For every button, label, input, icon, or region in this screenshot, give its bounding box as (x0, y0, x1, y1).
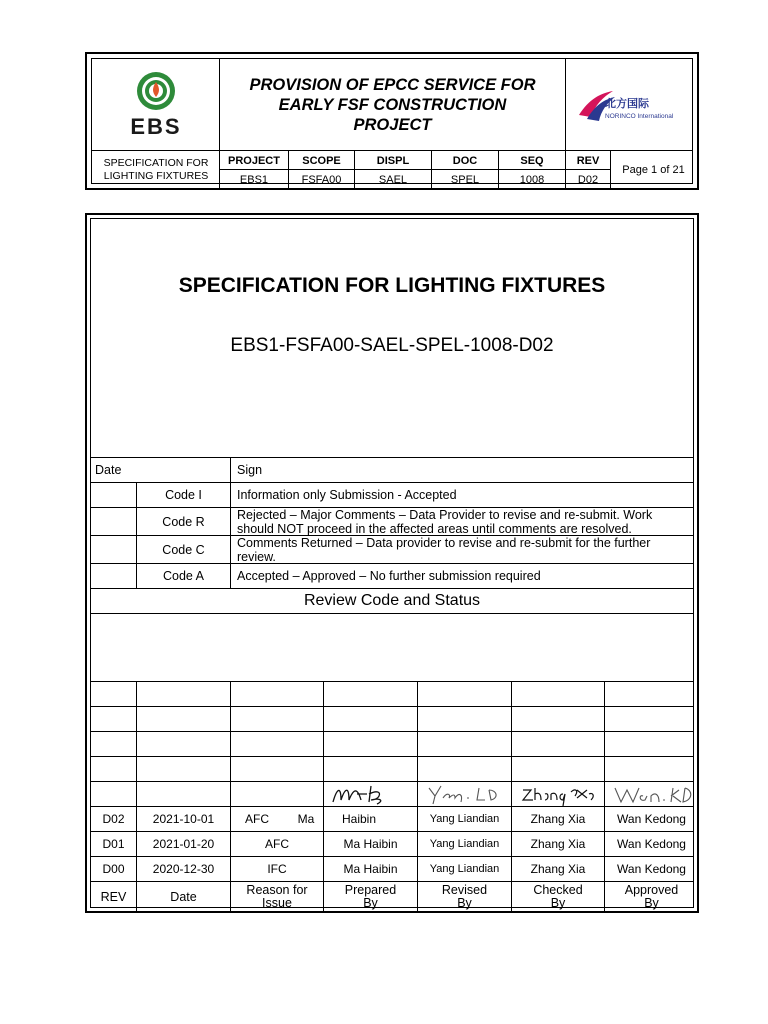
rev-header-approved (605, 882, 698, 911)
review-code-description-line: should NOT proceed in the affected areas until comments are resolved. (237, 522, 632, 536)
project-title-line: PROVISION OF EPCC SERVICE FOR (249, 76, 536, 94)
rev-date-cell: 2021-01-20 (152, 836, 215, 851)
review-code-description (237, 569, 541, 583)
rev-date-cell: 2020-12-30 (152, 861, 215, 876)
rev-header-prepared-line: Prepared (344, 882, 397, 897)
code-value-project: EBS1 (239, 173, 269, 186)
norinco-cn-text: 北方国际 (605, 97, 649, 110)
signature-approved (609, 782, 697, 806)
document-number: EBS1-FSFA00-SAEL-SPEL-1008-D02 (230, 335, 554, 356)
rev-prepared-cell: Ma Haibin (343, 836, 398, 851)
rev-revised-cell: Yang Liandian (429, 813, 500, 825)
rev-reason-cell: IFC (267, 861, 287, 876)
rev-approved-cell: Wan Kedong (617, 811, 686, 826)
signature-prepared (327, 782, 415, 806)
rev-header-checked-line: Checked (533, 882, 583, 897)
signature-revised (421, 782, 509, 806)
review-code-description-line: Rejected – Major Comments – Data Provider to revise and re-submit. Work (237, 508, 653, 522)
review-code-description-line: review. (237, 550, 276, 564)
rev-date-cell: 2021-10-01 (152, 811, 215, 826)
norinco-en-text: NORINCO International (605, 113, 674, 120)
rev-prepared-cell-part: Ma (297, 811, 315, 826)
rev-reason-cell: AFC (245, 811, 269, 826)
rev-approved-cell: Wan Kedong (617, 836, 686, 851)
rev-prepared-cell: Ma Haibin (343, 861, 398, 876)
rev-header-prepared (324, 882, 417, 911)
review-code: Code R (162, 514, 205, 529)
project-title-line: EARLY FSF CONSTRUCTION (278, 96, 507, 114)
rev-revised-cell: Yang Liandian (429, 863, 500, 875)
spec-label-line: SPECIFICATION FOR (103, 157, 209, 169)
spec-label (92, 151, 220, 189)
document-title: SPECIFICATION FOR LIGHTING FIXTURES (178, 274, 606, 297)
rev-header-revised-line: By (457, 895, 472, 910)
code-value-doc: SPEL (450, 173, 480, 186)
spec-label-line: LIGHTING FIXTURES (103, 170, 209, 182)
rev-header-revised-line: Revised (441, 882, 488, 897)
code-head-rev: REV (576, 154, 600, 167)
review-code-description (237, 488, 457, 502)
rev-header-approved-line: By (644, 895, 659, 910)
review-code-description (237, 536, 650, 564)
rev-header-checked (512, 882, 604, 911)
rev-checked-cell: Zhang Xia (530, 836, 586, 851)
document-header (85, 52, 699, 190)
review-code: Code A (162, 569, 204, 583)
code-head-scope: SCOPE (302, 154, 341, 167)
header-frame (91, 58, 693, 184)
code-head-seq: SEQ (520, 154, 544, 167)
code-head-displ: DISPL (376, 154, 410, 167)
review-status-heading: Review Code and Status (303, 592, 481, 609)
project-title (220, 59, 565, 151)
page-number: Page 1 of 21 (622, 164, 685, 176)
rev-cell: D00 (102, 861, 125, 876)
review-sign-label: Sign (237, 463, 263, 477)
rev-approved-cell: Wan Kedong (617, 861, 686, 876)
review-code: Code I (165, 488, 202, 502)
rev-header-date: Date (170, 889, 197, 904)
code-value-scope: FSFA00 (301, 173, 342, 186)
rev-prepared-cell-part: Haibin (341, 811, 377, 826)
rev-cell: D01 (102, 836, 125, 851)
rev-header-reason (231, 882, 323, 911)
norinco-emblem-icon (575, 85, 687, 125)
cover-page-inner (90, 218, 694, 908)
review-code-description-line: Comments Returned – Data provider to revise and re-submit for the further (237, 536, 651, 550)
project-title-line: PROJECT (353, 116, 432, 134)
rev-header-reason-line: Reason for (246, 882, 308, 897)
rev-header-checked-line: By (550, 895, 566, 910)
review-date-label: Date (95, 463, 122, 477)
rev-header-prepared-line: By (363, 895, 378, 910)
rev-header-reason-line: Issue (262, 895, 292, 910)
rev-header-rev: REV (100, 889, 127, 904)
ebs-logo (92, 59, 220, 151)
ebs-emblem-icon (135, 70, 177, 112)
cover-page-frame (85, 213, 699, 913)
code-value-rev: D02 (577, 173, 599, 186)
code-value-displ: SAEL (378, 173, 408, 186)
review-code: Code C (162, 542, 205, 557)
rev-checked-cell: Zhang Xia (530, 811, 586, 826)
review-code-description (237, 508, 652, 536)
review-code-description-line: Accepted – Approved – No further submission required (237, 569, 541, 583)
review-code-description-line: Information only Submission - Accepted (237, 488, 457, 502)
signature-checked (515, 782, 603, 806)
rev-revised-cell: Yang Liandian (429, 838, 500, 850)
rev-cell: D02 (102, 811, 125, 826)
rev-header-approved-line: Approved (624, 882, 679, 897)
ebs-logo-text: EBS (130, 114, 182, 139)
code-head-doc: DOC (452, 154, 478, 167)
norinco-logo (566, 59, 696, 151)
rev-header-revised (418, 882, 511, 911)
code-head-project: PROJECT (228, 154, 280, 167)
rev-reason-cell: AFC (265, 836, 289, 851)
code-value-seq: 1008 (519, 173, 545, 186)
rev-checked-cell: Zhang Xia (530, 861, 586, 876)
